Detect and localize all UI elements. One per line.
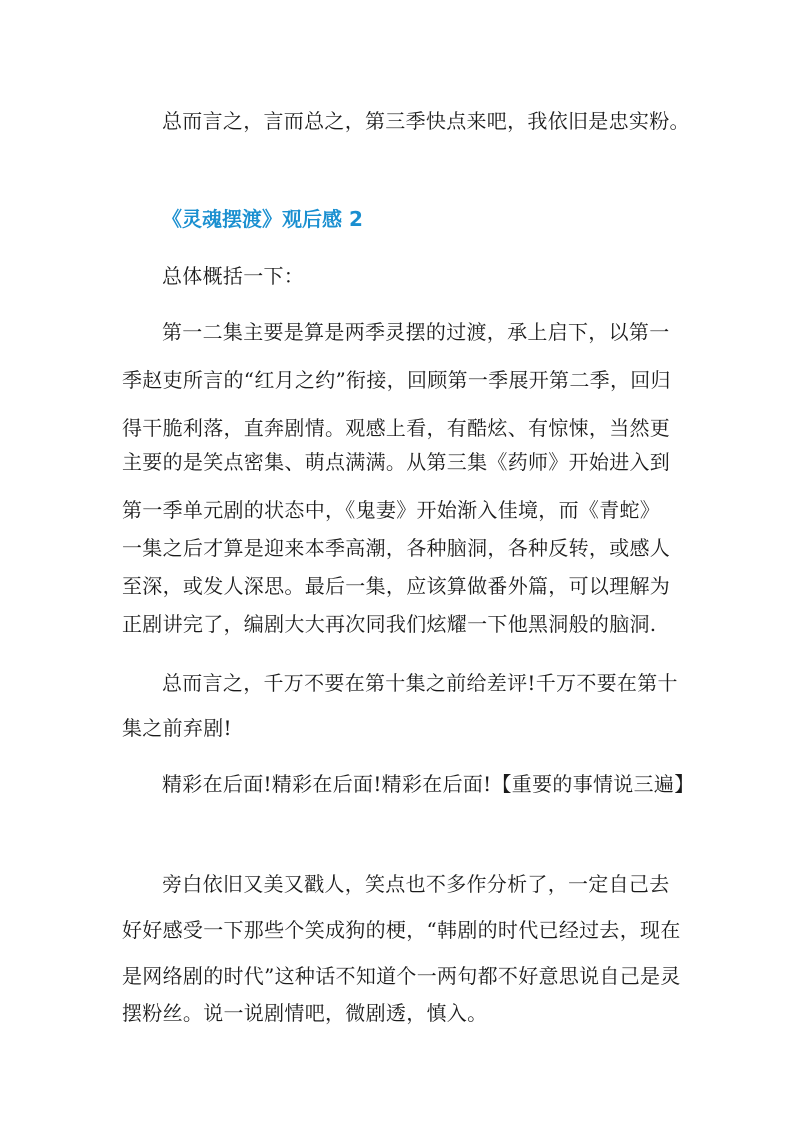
text-line: 总而言之，千万不要在第十集之前给差评!千万不要在第十 xyxy=(162,671,678,695)
text-line: 一集之后才算是迎来本季高潮，各种脑洞，各种反转，或感人 xyxy=(122,536,671,560)
summary-label: 总体概括一下： xyxy=(162,264,305,288)
text-line: 旁白依旧又美又戳人，笑点也不多作分析了，一定自己去 xyxy=(162,872,670,896)
text-line: 至深，或发人深思。最后一集，应该算做番外篇，可以理解为 xyxy=(122,574,671,598)
closing-line: 总而言之，言而总之，第三季快点来吧，我依旧是忠实粉。 xyxy=(162,109,690,133)
text-line: 主要的是笑点密集、萌点满满。从第三集《药师》开始进入到 xyxy=(122,450,671,474)
text-line: 第一二集主要是算是两季灵摆的过渡，承上启下，以第一 xyxy=(162,320,670,344)
text-line: 好好感受一下那些个笑成狗的梗，“韩剧的时代已经过去，现在 xyxy=(122,918,681,942)
text-line: 得干脆利落，直奔剧情。观感上看，有酷炫、有惊悚，当然更 xyxy=(122,416,671,440)
paragraph-emphasis: 精彩在后面!精彩在后面!精彩在后面!【重要的事情说三遍】 xyxy=(162,772,695,796)
text-line: 第一季单元剧的状态中，《鬼妻》开始渐入佳境，而《青蛇》 xyxy=(122,498,661,522)
text-line: 季赵吏所言的“红月之约”衔接，回顾第一季展开第二季，回归 xyxy=(122,368,671,392)
text-line: 摆粉丝。说一说剧情吧，微剧透，慎入。 xyxy=(122,1001,488,1025)
section-heading: 《灵魂摆渡》观后感 2 xyxy=(162,207,363,231)
text-line: 集之前弃剧! xyxy=(122,716,232,740)
text-line: 是网络剧的时代”这种话不知道个一两句都不好意思说自己是灵 xyxy=(122,964,681,988)
text-line: 正剧讲完了，编剧大大再次同我们炫耀一下他黑洞般的脑洞. xyxy=(122,612,657,636)
